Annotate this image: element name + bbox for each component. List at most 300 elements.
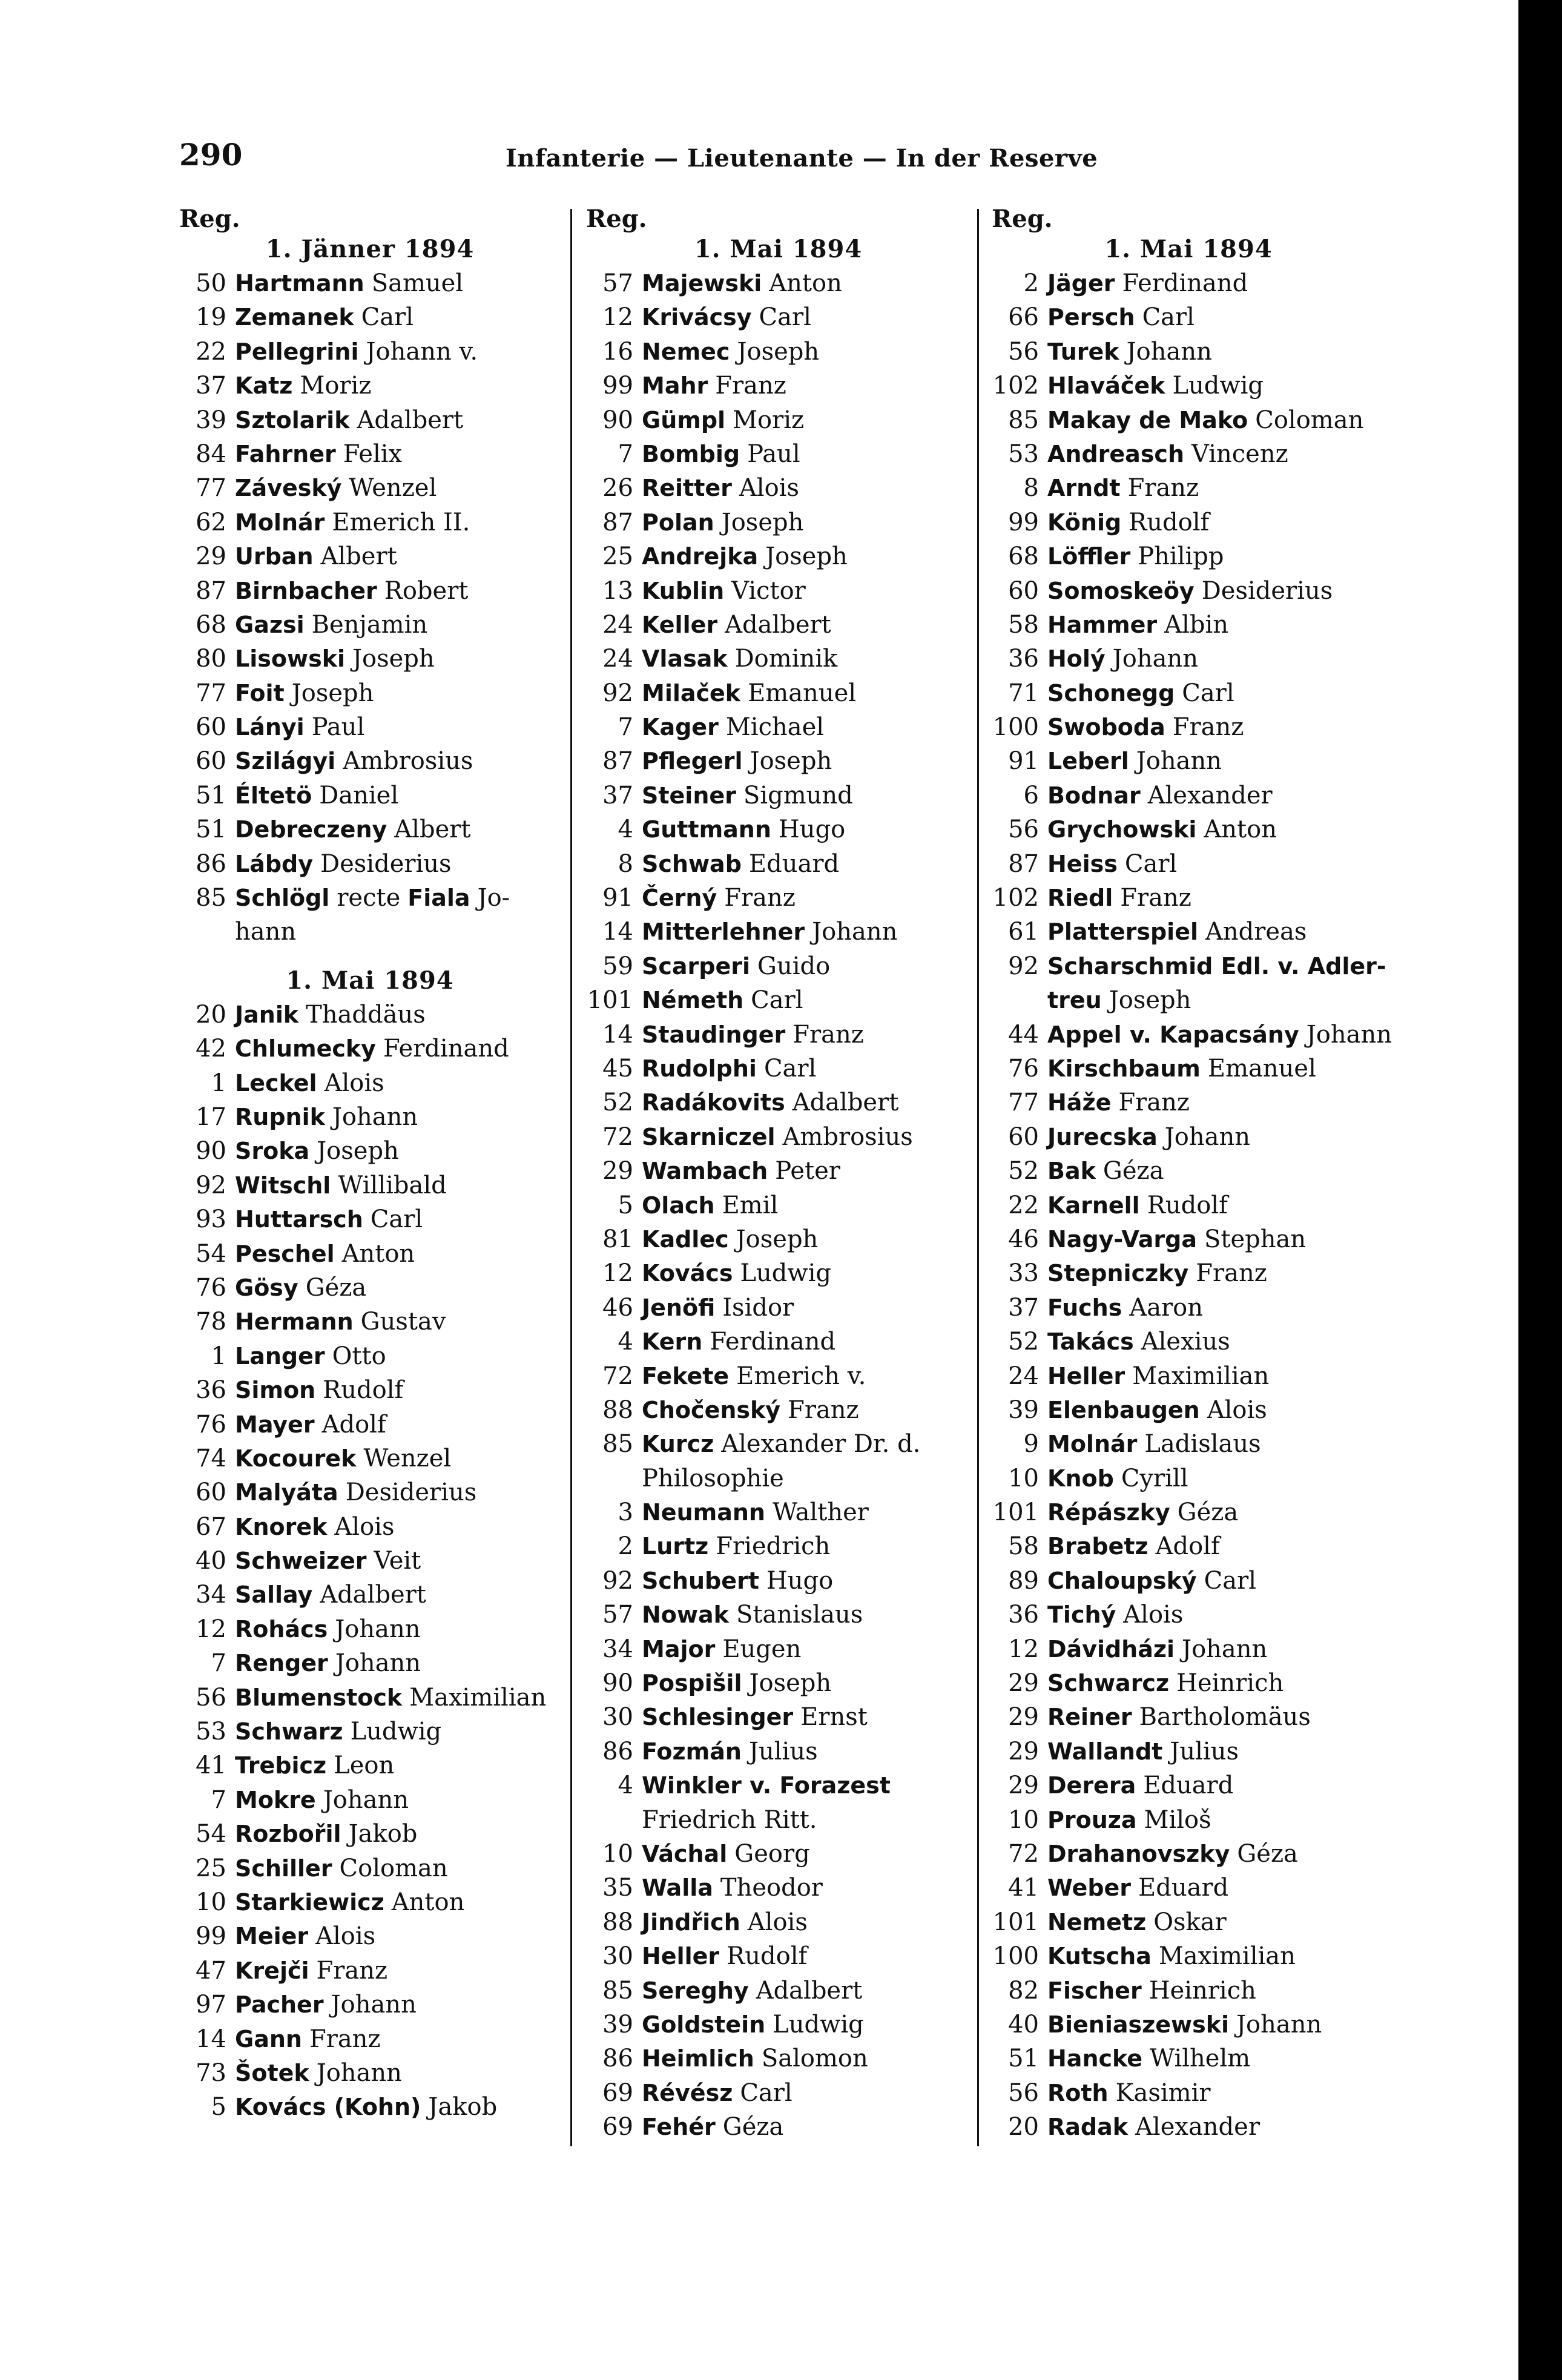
list-item bbox=[586, 1974, 970, 2008]
list-item bbox=[179, 1134, 561, 1168]
given-name: Rudolf bbox=[1129, 508, 1210, 536]
list-item bbox=[179, 1271, 561, 1305]
given-name: Adalbert bbox=[320, 1581, 426, 1609]
surname: Kirschbaum bbox=[1047, 1055, 1201, 1082]
list-item bbox=[992, 574, 1385, 608]
given-name: Samuel bbox=[371, 269, 464, 297]
list-item bbox=[992, 847, 1385, 881]
surname-continuation: treu bbox=[1047, 987, 1102, 1014]
regiment-number: 8 bbox=[1023, 474, 1039, 503]
regiment-number: 73 bbox=[196, 2059, 226, 2087]
list-item bbox=[179, 1510, 561, 1544]
regiment-number: 37 bbox=[1008, 1293, 1039, 1322]
regiment-number: 37 bbox=[602, 781, 633, 809]
surname: Kovács (Kohn) bbox=[235, 2094, 421, 2121]
given-name: Ambrosius bbox=[343, 747, 473, 776]
regiment-number: 7 bbox=[618, 713, 633, 742]
regiment-number: 33 bbox=[1008, 1259, 1039, 1288]
regiment-number: 7 bbox=[618, 440, 633, 468]
given-name: Franz bbox=[1118, 1089, 1190, 1117]
section-date-heading: 1. Jänner 1894 bbox=[265, 235, 475, 263]
reg-column-label: Reg. bbox=[586, 205, 647, 233]
list-item bbox=[992, 744, 1385, 778]
surname: Chlumecky bbox=[235, 1035, 376, 1063]
surname: Takács bbox=[1047, 1328, 1134, 1356]
list-item bbox=[586, 1495, 970, 1529]
list-item bbox=[179, 335, 561, 369]
surname: Bombig bbox=[642, 440, 740, 467]
given-name: Alois bbox=[1207, 1396, 1267, 1424]
regiment-number: 39 bbox=[196, 406, 226, 434]
surname: Malyáta bbox=[235, 1479, 338, 1506]
regiment-number: 84 bbox=[196, 440, 226, 468]
regiment-number: 37 bbox=[196, 372, 226, 400]
given-name: Vincenz bbox=[1191, 440, 1288, 468]
list-item bbox=[586, 1735, 970, 1769]
surname: Gazsi bbox=[235, 611, 305, 638]
surname: Molnár bbox=[1047, 1431, 1138, 1458]
regiment-number: 13 bbox=[602, 576, 633, 605]
list-item bbox=[179, 1681, 561, 1715]
regiment-number: 99 bbox=[1008, 508, 1039, 536]
surname: Chočenský bbox=[642, 1396, 781, 1423]
surname: Kager bbox=[642, 714, 719, 741]
list-item bbox=[179, 1578, 561, 1612]
surname: Nagy-Varga bbox=[1047, 1225, 1197, 1253]
entry-continuation bbox=[586, 1803, 970, 1837]
surname: Derera bbox=[1047, 1772, 1136, 1799]
surname: Stepniczky bbox=[1047, 1260, 1189, 1287]
regiment-number: 52 bbox=[602, 1089, 633, 1117]
regiment-number: 30 bbox=[602, 1703, 633, 1732]
given-name: Coloman bbox=[1255, 406, 1364, 434]
given-name-continuation: Friedrich Ritt. bbox=[642, 1805, 817, 1834]
column-1 bbox=[179, 206, 561, 2125]
surname: Sroka bbox=[235, 1138, 310, 1165]
given-name: Theodor bbox=[720, 1874, 823, 1902]
regiment-number: 62 bbox=[196, 508, 226, 536]
surname: Starkiewicz bbox=[235, 1888, 384, 1916]
surname: Schwarcz bbox=[1047, 1670, 1170, 1697]
regiment-number: 101 bbox=[587, 986, 633, 1015]
regiment-number: 36 bbox=[196, 1376, 226, 1405]
surname: Grychowski bbox=[1047, 816, 1197, 843]
regiment-number: 44 bbox=[1008, 1020, 1039, 1049]
surname: Nemec bbox=[642, 338, 730, 365]
list-item bbox=[179, 1783, 561, 1817]
given-name: Paul bbox=[311, 713, 365, 742]
surname: Háže bbox=[1047, 1089, 1112, 1116]
given-name: Alexander bbox=[1147, 781, 1273, 809]
list-item bbox=[992, 2008, 1385, 2042]
list-item bbox=[179, 1817, 561, 1851]
list-item bbox=[586, 471, 970, 505]
given-name: Alexander bbox=[1135, 2113, 1260, 2141]
surname: Rozbořil bbox=[235, 1821, 341, 1848]
given-name: Franz bbox=[309, 2025, 381, 2053]
surname: Jenöfi bbox=[642, 1294, 716, 1321]
given-name: Rudolf bbox=[1147, 1191, 1228, 1219]
regiment-number: 76 bbox=[196, 1273, 226, 1302]
given-name: Wilhelm bbox=[1150, 2045, 1251, 2073]
surname: Walla bbox=[642, 1874, 713, 1902]
surname: Scarperi bbox=[642, 952, 751, 980]
given-name: Ferdinand bbox=[383, 1035, 509, 1063]
surname: Fekete bbox=[642, 1362, 730, 1389]
surname: Neumann bbox=[642, 1499, 765, 1526]
surname: Heiss bbox=[1047, 850, 1118, 877]
list-item bbox=[179, 266, 561, 300]
given-name: Adalbert bbox=[357, 406, 464, 434]
list-item bbox=[586, 1598, 970, 1632]
given-name: Robert bbox=[384, 576, 469, 605]
surname: Jindřich bbox=[642, 1908, 740, 1936]
regiment-number: 25 bbox=[196, 1854, 226, 1882]
given-name: Emil bbox=[722, 1191, 779, 1219]
list-item bbox=[992, 1939, 1385, 1973]
surname: Hermann bbox=[235, 1308, 354, 1336]
surname: Platterspiel bbox=[1047, 918, 1199, 946]
regiment-number: 47 bbox=[196, 1956, 226, 1985]
list-item bbox=[992, 1120, 1385, 1154]
surname: Riedl bbox=[1047, 885, 1113, 912]
list-item bbox=[179, 1544, 561, 1578]
given-name: Eduard bbox=[748, 849, 840, 878]
given-name: Géza bbox=[1237, 1839, 1298, 1868]
entry-continuation bbox=[992, 983, 1385, 1017]
regiment-number: 52 bbox=[1008, 1157, 1039, 1185]
surname: Krivácsy bbox=[642, 304, 752, 331]
given-name: Géza bbox=[1177, 1498, 1239, 1527]
regiment-number: 51 bbox=[196, 816, 226, 844]
regiment-number: 12 bbox=[1008, 1635, 1039, 1663]
given-name: Philipp bbox=[1138, 542, 1224, 571]
given-name: Alois bbox=[1123, 1601, 1184, 1629]
surname: Kovács bbox=[642, 1260, 733, 1287]
list-item bbox=[586, 369, 970, 403]
surname: Nowak bbox=[642, 1601, 729, 1629]
list-item bbox=[179, 1475, 561, 1509]
regiment-number: 97 bbox=[196, 1991, 226, 2019]
list-item bbox=[992, 1222, 1385, 1256]
list-item bbox=[992, 1154, 1385, 1188]
reg-column-label: Reg. bbox=[992, 205, 1053, 233]
regiment-number: 69 bbox=[602, 2113, 633, 2141]
given-name: Felix bbox=[343, 440, 403, 468]
given-name: Carl bbox=[1204, 1566, 1257, 1595]
surname: Jäger bbox=[1047, 270, 1115, 297]
given-name: Bartholomäus bbox=[1139, 1703, 1311, 1732]
regiment-number: 7 bbox=[211, 1649, 226, 1678]
regiment-number: 26 bbox=[602, 474, 633, 503]
given-name: Carl bbox=[370, 1205, 423, 1234]
list-item bbox=[992, 300, 1385, 334]
given-name: Géza bbox=[1102, 1157, 1164, 1185]
surname: Elenbaugen bbox=[1047, 1396, 1200, 1423]
list-item bbox=[992, 1495, 1385, 1529]
surname: Keller bbox=[642, 611, 718, 638]
surname: Záveský bbox=[235, 475, 342, 502]
given-name: Carl bbox=[1142, 303, 1195, 332]
regiment-number: 16 bbox=[602, 337, 633, 366]
surname: Olach bbox=[642, 1192, 715, 1219]
surname: Drahanovszky bbox=[1047, 1840, 1230, 1867]
surname: Hlaváček bbox=[1047, 372, 1165, 400]
list-item bbox=[992, 1632, 1385, 1666]
regiment-number: 60 bbox=[1008, 576, 1039, 605]
regiment-number: 56 bbox=[1008, 816, 1039, 844]
surname: Milaček bbox=[642, 679, 741, 707]
regiment-number: 29 bbox=[1008, 1737, 1039, 1765]
given-name: Johann bbox=[1182, 1635, 1268, 1663]
surname: Reiner bbox=[1047, 1704, 1132, 1731]
given-name: Jakob bbox=[348, 1820, 418, 1848]
regiment-number: 68 bbox=[196, 610, 226, 639]
surname: Janik bbox=[235, 1001, 299, 1028]
regiment-number: 102 bbox=[992, 884, 1039, 912]
given-name: recte bbox=[337, 884, 401, 912]
given-name: Johann bbox=[1126, 337, 1212, 366]
list-item bbox=[586, 1939, 970, 1973]
regiment-number: 30 bbox=[602, 1942, 633, 1971]
list-item bbox=[586, 1427, 970, 1461]
regiment-number: 92 bbox=[1008, 952, 1039, 980]
list-item bbox=[992, 1393, 1385, 1427]
list-item bbox=[179, 1954, 561, 1988]
given-name: Carl bbox=[361, 303, 414, 332]
regiment-number: 60 bbox=[196, 1478, 226, 1507]
surname: Sallay bbox=[235, 1581, 313, 1609]
surname: Szilágyi bbox=[235, 748, 336, 775]
surname: Urban bbox=[235, 543, 314, 570]
list-item bbox=[179, 437, 561, 471]
surname: Schweizer bbox=[235, 1548, 367, 1575]
given-name-continuation: Philosophie bbox=[642, 1464, 784, 1492]
list-item bbox=[992, 915, 1385, 949]
given-name: Johann bbox=[332, 1103, 418, 1131]
column-2 bbox=[586, 206, 970, 2144]
list-item bbox=[586, 574, 970, 608]
given-name: Emanuel bbox=[748, 679, 857, 707]
given-name: Eduard bbox=[1138, 1874, 1229, 1902]
regiment-number: 24 bbox=[1008, 1362, 1039, 1390]
regiment-number: 59 bbox=[602, 952, 633, 980]
regiment-number: 39 bbox=[602, 2010, 633, 2039]
given-name: Alois bbox=[334, 1512, 395, 1541]
list-item bbox=[179, 744, 561, 778]
list-item bbox=[586, 335, 970, 369]
given-name: Johann v. bbox=[366, 337, 478, 366]
regiment-number: 53 bbox=[196, 1718, 226, 1746]
given-name: Alois bbox=[315, 1922, 376, 1951]
surname: Prouza bbox=[1047, 1806, 1137, 1833]
surname: Németh bbox=[642, 987, 744, 1014]
given-name: Dominik bbox=[734, 645, 838, 673]
surname: Arndt bbox=[1047, 475, 1121, 502]
regiment-number: 60 bbox=[196, 713, 226, 742]
surname: Goldstein bbox=[642, 2011, 766, 2038]
list-item bbox=[586, 539, 970, 573]
list-item bbox=[586, 1837, 970, 1871]
surname: Leckel bbox=[235, 1069, 317, 1096]
given-name: Benjamin bbox=[311, 610, 428, 639]
list-item bbox=[179, 1919, 561, 1953]
list-item bbox=[992, 1325, 1385, 1359]
regiment-number: 29 bbox=[196, 542, 226, 571]
surname: Schlesinger bbox=[642, 1704, 794, 1731]
given-name: Adalbert bbox=[756, 1976, 863, 2005]
regiment-number: 86 bbox=[602, 1737, 633, 1765]
list-item bbox=[586, 1905, 970, 1939]
surname: Schwab bbox=[642, 850, 742, 877]
regiment-number: 29 bbox=[1008, 1772, 1039, 1800]
surname: Debreczeny bbox=[235, 816, 387, 843]
regiment-number: 77 bbox=[196, 474, 226, 503]
list-item bbox=[179, 1715, 561, 1749]
list-item bbox=[179, 998, 561, 1032]
list-item bbox=[179, 1169, 561, 1202]
surname: Bak bbox=[1047, 1158, 1096, 1185]
surname: Hancke bbox=[1047, 2045, 1143, 2072]
given-name: Johann bbox=[316, 2059, 402, 2087]
given-name: Johann bbox=[1112, 645, 1198, 673]
regiment-number: 1 bbox=[211, 1069, 226, 1097]
surname: Karnell bbox=[1047, 1192, 1140, 1219]
surname: Kutscha bbox=[1047, 1943, 1152, 1970]
surname: Krejči bbox=[235, 1957, 309, 1984]
regiment-number: 54 bbox=[196, 1820, 226, 1848]
regiment-number: 87 bbox=[1008, 849, 1039, 878]
list-item bbox=[992, 471, 1385, 505]
surname: Holý bbox=[1047, 645, 1106, 673]
list-item bbox=[179, 1066, 561, 1100]
given-name: Joseph bbox=[750, 747, 832, 776]
list-item bbox=[179, 1408, 561, 1442]
list-item bbox=[586, 2076, 970, 2110]
regiment-number: 22 bbox=[196, 337, 226, 366]
surname: Kern bbox=[642, 1328, 703, 1356]
regiment-number: 50 bbox=[196, 269, 226, 297]
surname: Kocourek bbox=[235, 1445, 357, 1472]
list-item bbox=[586, 881, 970, 915]
given-name: Franz bbox=[793, 1020, 864, 1049]
list-item bbox=[992, 1462, 1385, 1495]
surname: Kublin bbox=[642, 577, 725, 604]
given-name: Wenzel bbox=[349, 474, 437, 503]
regiment-number: 72 bbox=[602, 1122, 633, 1151]
surname: Tichý bbox=[1047, 1601, 1116, 1629]
regiment-number: 4 bbox=[618, 1328, 633, 1356]
regiment-number: 88 bbox=[602, 1396, 633, 1424]
given-name: Hugo bbox=[766, 1566, 834, 1595]
given-name: Maximilian bbox=[1132, 1362, 1270, 1390]
given-name: Desiderius bbox=[320, 849, 452, 878]
given-name: Carl bbox=[751, 986, 803, 1015]
regiment-number: 17 bbox=[196, 1103, 226, 1131]
list-item bbox=[179, 1202, 561, 1236]
regiment-number: 5 bbox=[618, 1191, 633, 1219]
surname: Révész bbox=[642, 2079, 733, 2106]
given-name: Georg bbox=[734, 1839, 810, 1868]
given-name: Willibald bbox=[338, 1171, 447, 1199]
list-item bbox=[992, 1256, 1385, 1290]
given-name: Desiderius bbox=[345, 1478, 477, 1507]
regiment-number: 99 bbox=[196, 1922, 226, 1951]
given-name: Johann bbox=[1236, 2010, 1322, 2039]
list-item bbox=[992, 779, 1385, 813]
regiment-number: 52 bbox=[1008, 1328, 1039, 1356]
surname: Kadlec bbox=[642, 1225, 729, 1253]
given-name: Veit bbox=[374, 1547, 421, 1575]
surname: Makay de Mako bbox=[1047, 406, 1248, 433]
given-name: Ludwig bbox=[740, 1259, 832, 1288]
list-item bbox=[179, 539, 561, 573]
surname: Meier bbox=[235, 1923, 309, 1950]
list-item bbox=[586, 1359, 970, 1393]
regiment-number: 36 bbox=[1008, 645, 1039, 673]
regiment-number: 91 bbox=[602, 884, 633, 912]
list-item bbox=[992, 1700, 1385, 1734]
given-name: Anton bbox=[341, 1239, 415, 1268]
list-item bbox=[179, 881, 561, 915]
list-item bbox=[586, 266, 970, 300]
list-item bbox=[586, 1393, 970, 1427]
given-name: Julius bbox=[748, 1737, 818, 1765]
given-name: Ferdinand bbox=[710, 1328, 836, 1356]
regiment-number: 72 bbox=[1008, 1839, 1039, 1868]
given-name: Heinrich bbox=[1176, 1669, 1284, 1698]
list-item bbox=[992, 369, 1385, 403]
surname: Turek bbox=[1047, 338, 1119, 365]
surname: Radákovits bbox=[642, 1089, 785, 1116]
surname: Heller bbox=[1047, 1362, 1125, 1389]
regiment-number: 69 bbox=[602, 2078, 633, 2107]
given-name: Adolf bbox=[321, 1410, 386, 1439]
given-name: Johann bbox=[335, 1649, 421, 1678]
surname: Gümpl bbox=[642, 406, 726, 433]
given-name: Leon bbox=[334, 1752, 395, 1780]
list-item bbox=[586, 642, 970, 676]
list-item bbox=[179, 1851, 561, 1885]
surname: Mokre bbox=[235, 1786, 316, 1813]
given-name: Ludwig bbox=[773, 2010, 864, 2039]
given-name: Maximilian bbox=[1158, 1942, 1296, 1971]
list-item bbox=[179, 1237, 561, 1271]
given-name: Emerich v. bbox=[736, 1362, 866, 1390]
column-divider bbox=[977, 209, 979, 2146]
list-item bbox=[992, 403, 1385, 437]
list-item bbox=[586, 1325, 970, 1359]
surname: Hartmann bbox=[235, 270, 364, 297]
regiment-number: 36 bbox=[1008, 1601, 1039, 1629]
given-name: Peter bbox=[775, 1157, 840, 1185]
given-name: Ladislaus bbox=[1144, 1430, 1261, 1459]
surname: Fozmán bbox=[642, 1738, 742, 1765]
surname: König bbox=[1047, 509, 1122, 536]
list-item bbox=[179, 1305, 561, 1339]
surname: Nemetz bbox=[1047, 1908, 1147, 1936]
given-name: Ambrosius bbox=[782, 1122, 913, 1151]
surname: Pospišil bbox=[642, 1670, 742, 1697]
given-name: Albert bbox=[320, 542, 397, 571]
given-name: Heinrich bbox=[1148, 1976, 1256, 2005]
surname: Swoboda bbox=[1047, 714, 1165, 741]
regiment-number: 54 bbox=[196, 1239, 226, 1268]
given-name: Joseph bbox=[749, 1669, 832, 1698]
surname: Steiner bbox=[642, 782, 736, 809]
regiment-number: 1 bbox=[211, 1342, 226, 1370]
list-item bbox=[179, 1885, 561, 1919]
